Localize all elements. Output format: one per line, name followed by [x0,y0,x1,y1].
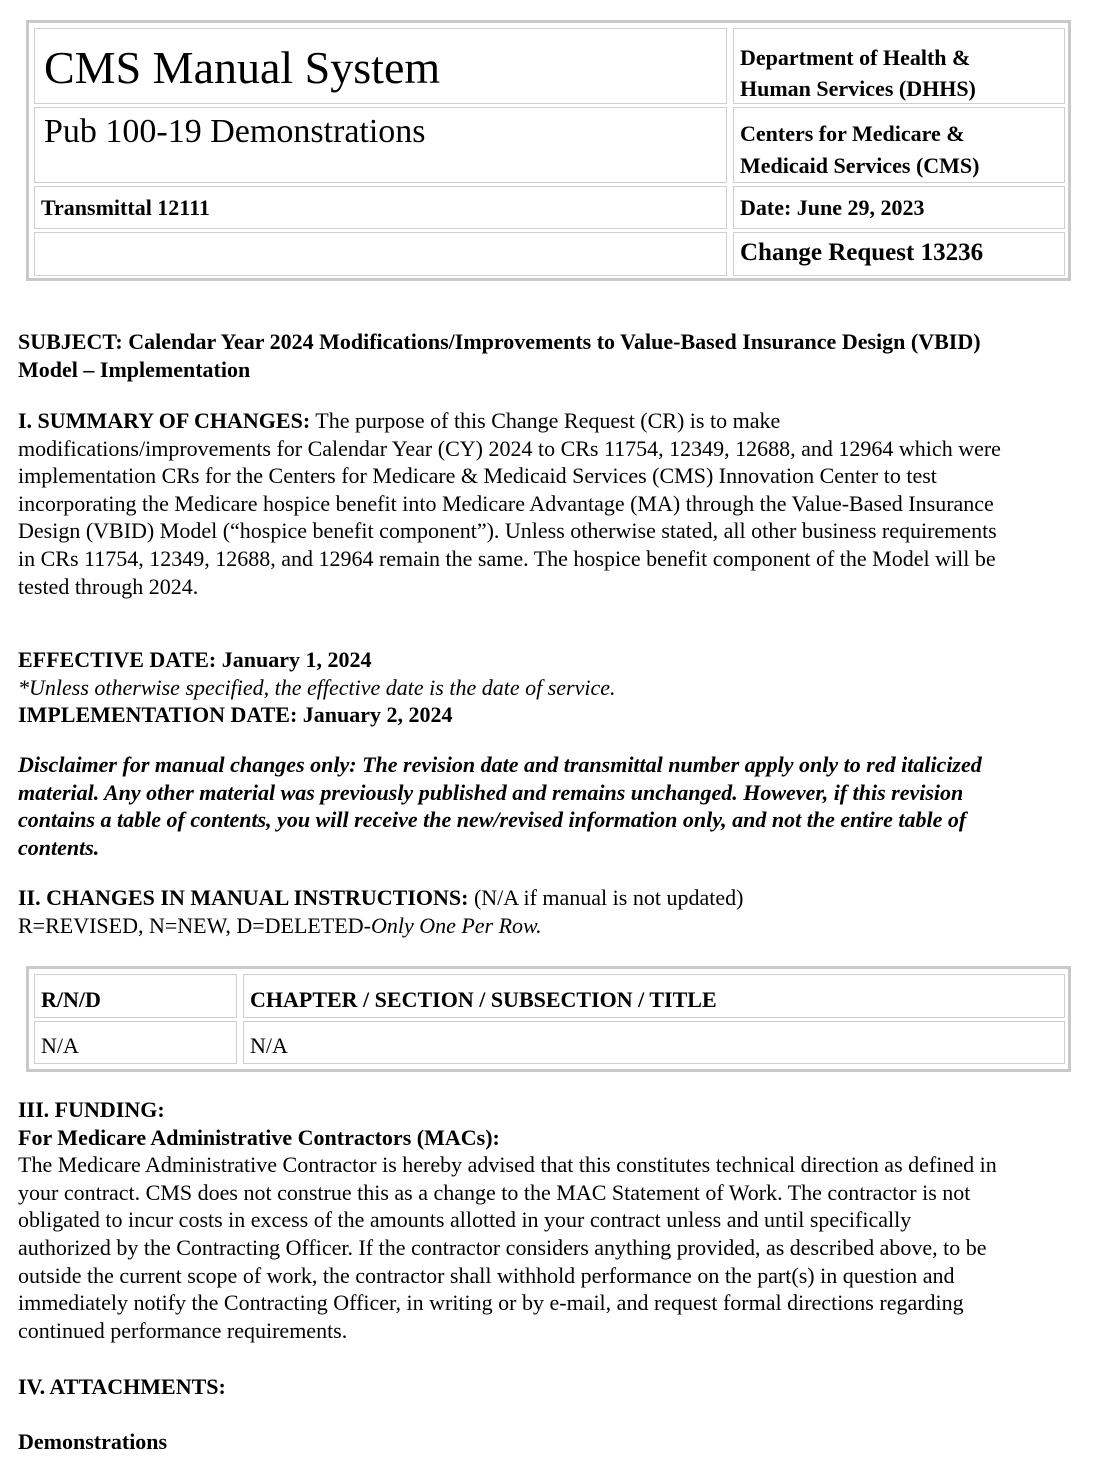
attachment-demonstrations: Demonstrations [18,1429,168,1454]
funding-heading: III. FUNDING: [18,1097,165,1122]
changes-legend: R=REVISED, N=NEW, D=DELETED- [18,912,371,938]
subject-block [18,328,1098,383]
attachments-heading: IV. ATTACHMENTS: [18,1374,226,1399]
subject-line-2: Model – Implementation [18,356,251,382]
department-line-2: Human Services (DHHS) [740,76,976,101]
header-chapter-label: CHAPTER / SECTION / SUBSECTION / TITLE [250,987,717,1012]
funding-line-5: outside the current scope of work, the contractor shall withhold performance on the part(s) in question and [18,1262,955,1288]
changes-legend-italic: Only One Per Row. [370,912,542,938]
changes-heading-note: (N/A if manual is not updated) [468,885,744,910]
funding-line-4: authorized by the Contracting Officer. If the contractor considers anything provided, as described above, to be [18,1234,987,1260]
department-cell [733,28,1065,104]
summary-line-4: incorporating the Medicare hospice benefit into Medicare Advantage (MA) through the Value-Based Insurance [18,490,994,516]
funding-line-6: immediately notify the Contracting Officer, in writing or by e-mail, and request formal directions regarding [18,1290,964,1316]
changes-heading: II. CHANGES IN MANUAL INSTRUCTIONS: [18,885,469,910]
summary-line-1 [18,407,1098,435]
transmittal-cell [34,186,727,229]
centers-cell [733,107,1065,183]
table-header-chapter [243,974,1065,1018]
title-cell [34,28,727,104]
summary-text-1: The purpose of this Change Request (CR) is to make [310,408,781,433]
subject-line-1: SUBJECT: Calendar Year 2024 Modifications/Improvements to Value-Based Insurance Design (VBID) [18,329,981,354]
funding-block [18,1096,1098,1344]
summary-line-7: tested through 2024. [18,573,199,599]
summary-heading: I. SUMMARY OF CHANGES: [18,408,311,433]
table-header-rnd [34,974,237,1018]
date-cell [733,186,1065,229]
summary-line-2: modifications/improvements for Calendar Year (CY) 2024 to CRs 11754, 12349, 12688, and 12964 which were [18,435,1001,461]
funding-line-7: continued performance requirements. [18,1317,348,1343]
funding-line-1: The Medicare Administrative Contractor is hereby advised that this constitutes technical direction as defined in [18,1152,997,1178]
manual-title: CMS Manual System [44,42,441,93]
table-row-rnd [34,1021,237,1064]
change-request-number: Change Request 13236 [740,239,984,266]
summary-line-3: implementation CRs for the Centers for Medicare & Medicaid Services (CMS) Innovation Center to test [18,463,937,489]
disclaimer-block [18,751,1098,861]
disclaimer-line-4: contents. [18,834,100,860]
transmittal-number: Transmittal 12111 [41,195,210,220]
department-line-1: Department of Health & [740,45,971,70]
header-rnd-label: R/N/D [41,987,101,1012]
summary-block [18,407,1098,600]
summary-line-6: in CRs 11754, 12349, 12688, and 12964 remain the same. The hospice benefit component of the Model will be [18,545,996,571]
row-rnd-value: N/A [41,1033,79,1058]
changes-heading-line [18,884,1098,912]
funding-subheading: For Medicare Administrative Contractors (MACs): [18,1124,500,1150]
effective-date-note: *Unless otherwise specified, the effective date is the date of service. [18,674,616,700]
dates-block [18,646,1098,729]
implementation-date: IMPLEMENTATION DATE: January 2, 2024 [18,702,453,728]
summary-line-5: Design (VBID) Model (“hospice benefit component”). Unless otherwise stated, all other business requirements [18,518,997,544]
disclaimer-line-1: Disclaimer for manual changes only: The revision date and transmittal number apply only to red italicized [18,752,982,777]
row-chapter-value: N/A [250,1033,288,1058]
effective-date: EFFECTIVE DATE: January 1, 2024 [18,647,372,672]
funding-line-2: your contract. CMS does not construe this as a change to the MAC Statement of Work. The contractor is not [18,1179,971,1205]
funding-line-3: obligated to incur costs in excess of the amounts allotted in your contract unless and until specifically [18,1207,912,1233]
centers-line-1: Centers for Medicare & [740,121,965,146]
header-table [26,20,1071,281]
disclaimer-line-2: material. Any other material was previously published and remains unchanged. However, if this revision [18,779,964,805]
changes-legend-line [18,912,1098,940]
publication-cell [34,107,727,183]
disclaimer-line-3: contains a table of contents, you will receive the new/revised information only, and not the entire table of [18,807,967,833]
changes-block [18,884,1098,939]
empty-cell [34,232,727,276]
centers-line-2: Medicaid Services (CMS) [740,153,980,178]
manual-changes-table [26,966,1071,1072]
publication-title: Pub 100-19 Demonstrations [44,113,426,150]
table-row-chapter [243,1021,1065,1064]
change-request-cell [733,232,1065,276]
issue-date: Date: June 29, 2023 [740,195,925,220]
